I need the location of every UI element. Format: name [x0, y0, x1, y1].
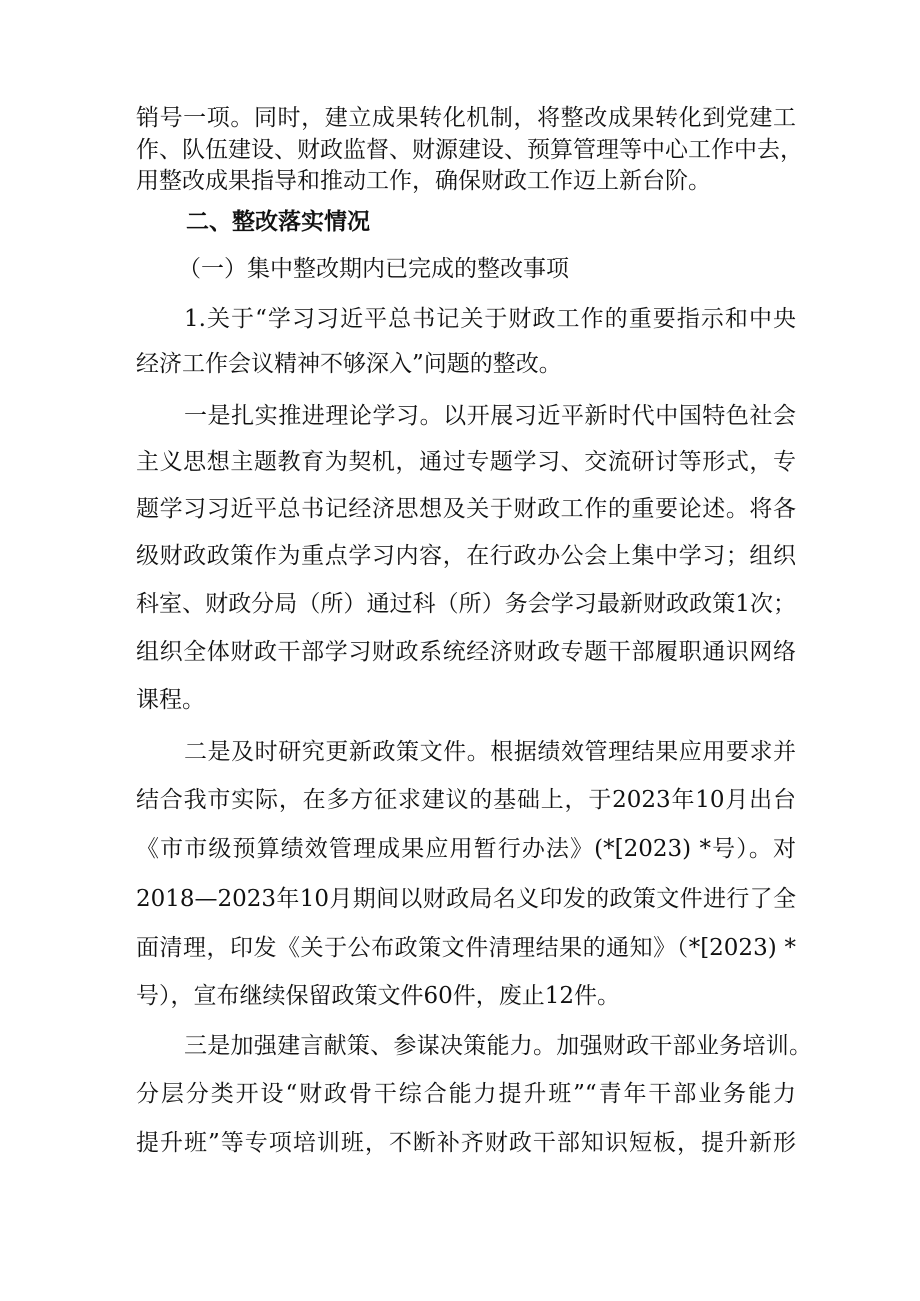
text-line: 经济工作会议精神不够深入”问题的整改。 [136, 351, 562, 377]
text-line: 结合我市实际，在多方征求建议的基础上，于2023年10月出台 [136, 787, 796, 813]
text-line: 二是及时研究更新政策文件。根据绩效管理结果应用要求并 [184, 739, 796, 765]
text-line: 课程。 [136, 687, 205, 713]
text-line: 1.关于“学习习近平总书记关于财政工作的重要指示和中央 [184, 306, 796, 332]
text-line: 分层分类开设“财政骨干综合能力提升班”“青年干部业务能力 [136, 1081, 796, 1107]
text-line: 三是加强建言献策、参谋决策能力。加强财政干部业务培训。 [184, 1033, 812, 1059]
text-line: 面清理，印发《关于公布政策文件清理结果的通知》（*[2023) * [136, 935, 796, 961]
text-line: 作、队伍建设、财政监督、财源建设、预算管理等中心工作中去， [136, 137, 803, 163]
text-line: 科室、财政分局（所）通过科（所）务会学习最新财政政策1次； [136, 591, 796, 617]
text-line: 《市市级预算绩效管理成果应用暂行办法》(*[2023) *号）。对 [136, 836, 796, 862]
text-line: 号），宣布继续保留政策文件60件，废止12件。 [136, 983, 621, 1009]
text-line: 一是扎实推进理论学习。以开展习近平新时代中国特色社会 [184, 403, 796, 429]
text-line: 销号一项。同时，建立成果转化机制，将整改成果转化到党建工 [136, 105, 796, 131]
text-line: 题学习习近平总书记经济思想及关于财政工作的重要论述。将各 [136, 496, 796, 522]
section-heading: 二、整改落实情况 [186, 209, 370, 235]
text-line: 级财政政策作为重点学习内容，在行政办公会上集中学习；组织 [136, 543, 796, 569]
text-line: 主义思想主题教育为契机，通过专题学习、交流研讨等形式，专 [136, 449, 796, 475]
text-line: 用整改成果指导和推动工作，确保财政工作迈上新台阶。 [136, 168, 711, 194]
text-line: 2018—2023年10月期间以财政局名义印发的政策文件进行了全 [136, 886, 796, 912]
text-line: 提升班”等专项培训班，不断补齐财政干部知识短板，提升新形 [136, 1130, 796, 1156]
subsection-heading: （一）集中整改期内已完成的整改事项 [178, 256, 569, 282]
text-line: 组织全体财政干部学习财政系统经济财政专题干部履职通识网络 [136, 639, 796, 665]
